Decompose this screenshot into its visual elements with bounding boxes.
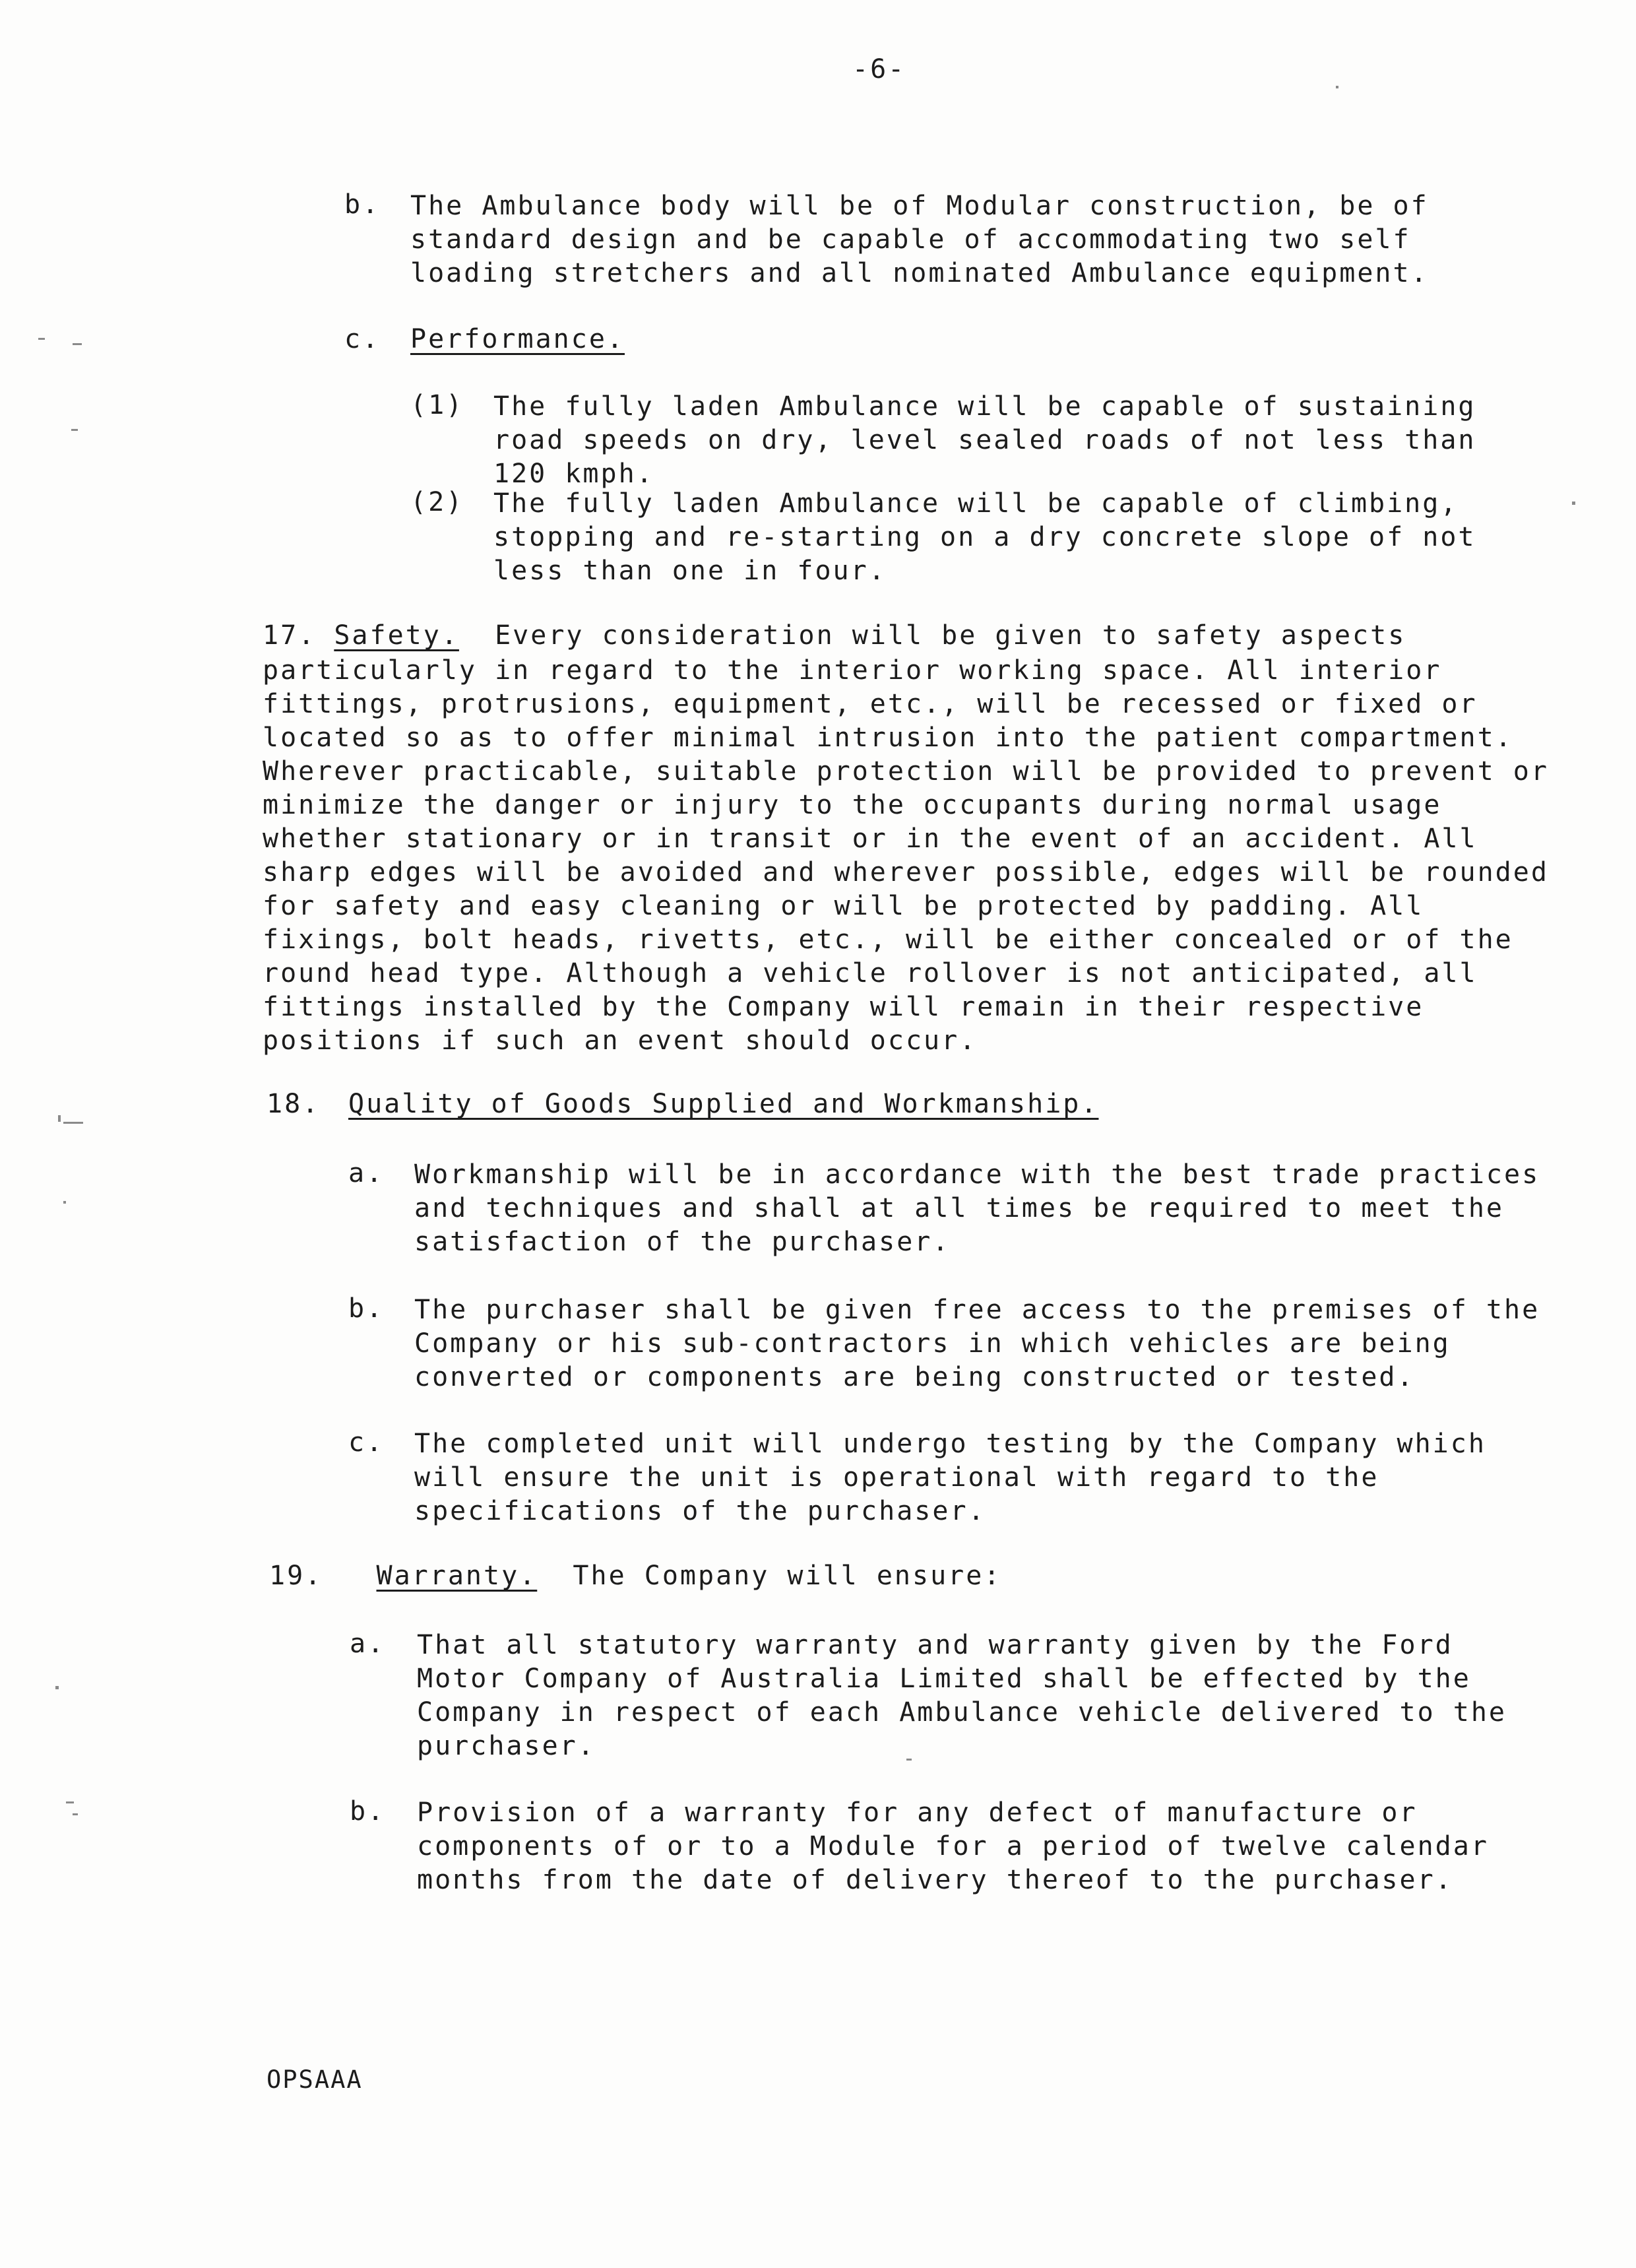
text-line: and techniques and shall at all times be required to meet the bbox=[414, 1193, 1505, 1223]
section-heading-warranty: Warranty. bbox=[376, 1561, 538, 1591]
text-line: The purchaser shall be given free access to the premises of the bbox=[414, 1295, 1540, 1325]
text-line: less than one in four. bbox=[493, 556, 887, 586]
text-line: satisfaction of the purchaser. bbox=[414, 1227, 951, 1257]
text-line: standard design and be capable of accommodating two self bbox=[410, 224, 1411, 255]
paragraph-17 bbox=[263, 654, 1549, 1058]
section-heading-safety: Safety. bbox=[334, 620, 459, 651]
text-line: The fully laden Ambulance will be capable of climbing, bbox=[493, 488, 1459, 519]
item-marker: (1) bbox=[410, 390, 464, 420]
paragraph-16c2 bbox=[493, 487, 1476, 588]
scan-speck bbox=[55, 1686, 59, 1689]
scan-speck bbox=[58, 1115, 61, 1122]
section-17-first-line bbox=[263, 620, 1406, 651]
text-line: fixings, bolt heads, rivetts, etc., will be either concealed or of the bbox=[263, 924, 1513, 955]
item-marker: b. bbox=[344, 189, 381, 220]
paragraph-18a bbox=[414, 1158, 1540, 1259]
text-line: specifications of the purchaser. bbox=[414, 1496, 986, 1526]
scan-speck bbox=[906, 1759, 912, 1761]
text-line: for safety and easy cleaning or will be protected by padding. All bbox=[263, 891, 1424, 921]
scan-speck bbox=[1336, 86, 1338, 88]
text-line: converted or components are being constructed or tested. bbox=[414, 1362, 1415, 1392]
text-line: sharp edges will be avoided and wherever possible, edges will be rounded bbox=[263, 857, 1549, 888]
text-line: Wherever practicable, suitable protection will be provided to prevent or bbox=[263, 756, 1549, 787]
text-line: fittings installed by the Company will remain in their respective bbox=[263, 992, 1424, 1022]
item-marker: a. bbox=[350, 1629, 386, 1659]
text-line: fittings, protrusions, equipment, etc., will be recessed or fixed or bbox=[263, 689, 1478, 719]
text-line: located so as to offer minimal intrusion into the patient compartment. bbox=[263, 723, 1513, 753]
text-line: positions if such an event should occur. bbox=[263, 1025, 978, 1056]
item-marker: c. bbox=[344, 324, 381, 354]
scan-speck bbox=[1572, 502, 1575, 505]
subheading-performance: Performance. bbox=[410, 324, 625, 354]
scan-speck bbox=[73, 343, 82, 345]
text-line: Every consideration will be given to safety aspects bbox=[495, 620, 1406, 651]
paragraph-19a bbox=[417, 1629, 1507, 1763]
text-line: will ensure the unit is operational with regard to the bbox=[414, 1462, 1379, 1493]
paragraph-19b bbox=[417, 1796, 1489, 1897]
section-heading-quality: Quality of Goods Supplied and Workmanship. bbox=[348, 1089, 1099, 1119]
text-line: round head type. Although a vehicle rollover is not anticipated, all bbox=[263, 958, 1478, 988]
scan-speck bbox=[63, 1201, 66, 1204]
text-line: minimize the danger or injury to the occupants during normal usage bbox=[263, 790, 1442, 820]
section-number: 18. bbox=[267, 1089, 321, 1119]
paragraph-16c1 bbox=[493, 390, 1476, 491]
text-line: whether stationary or in transit or in the event of an accident. All bbox=[263, 824, 1478, 854]
text-line: Company in respect of each Ambulance vehicle delivered to the bbox=[417, 1697, 1507, 1728]
scan-speck bbox=[63, 1122, 83, 1124]
scan-speck bbox=[66, 1801, 74, 1803]
section-number: 17. bbox=[263, 620, 317, 651]
text-line: purchaser. bbox=[417, 1731, 596, 1761]
item-marker: c. bbox=[348, 1427, 385, 1458]
text-line: The completed unit will undergo testing by the Company which bbox=[414, 1429, 1486, 1459]
paragraph-18b bbox=[414, 1293, 1540, 1394]
text-line: components of or to a Module for a period of twelve calendar bbox=[417, 1831, 1489, 1862]
text-line: 120 kmph. bbox=[493, 459, 654, 489]
text-line: loading stretchers and all nominated Ambulance equipment. bbox=[410, 258, 1429, 288]
text-line: Provision of a warranty for any defect of manufacture or bbox=[417, 1798, 1418, 1828]
item-marker: b. bbox=[350, 1796, 386, 1827]
text-line: stopping and re-starting on a dry concrete slope of not bbox=[493, 522, 1476, 552]
section-number: 19. bbox=[269, 1561, 323, 1591]
scan-speck bbox=[71, 429, 78, 431]
text-line: The Company will ensure: bbox=[573, 1561, 1002, 1591]
scan-speck bbox=[38, 338, 45, 340]
scan-speck bbox=[73, 1813, 78, 1815]
section-19-first-line bbox=[269, 1561, 1001, 1591]
item-marker: b. bbox=[348, 1293, 385, 1324]
text-line: road speeds on dry, level sealed roads of not less than bbox=[493, 425, 1476, 455]
paragraph-16b bbox=[410, 189, 1429, 290]
text-line: That all statutory warranty and warranty given by the Ford bbox=[417, 1630, 1453, 1660]
item-marker: a. bbox=[348, 1158, 385, 1188]
text-line: Company or his sub-contractors in which vehicles are being bbox=[414, 1328, 1451, 1359]
item-marker: (2) bbox=[410, 487, 464, 517]
paragraph-18c bbox=[414, 1427, 1486, 1528]
text-line: Motor Company of Australia Limited shall be effected by the bbox=[417, 1664, 1471, 1694]
text-line: months from the date of delivery thereof to the purchaser. bbox=[417, 1865, 1453, 1895]
page-number: -6- bbox=[852, 54, 906, 84]
footer-code: OPSAAA bbox=[267, 2065, 363, 2094]
text-line: Workmanship will be in accordance with the best trade practices bbox=[414, 1159, 1540, 1190]
text-line: particularly in regard to the interior working space. All interior bbox=[263, 655, 1442, 686]
text-line: The fully laden Ambulance will be capable of sustaining bbox=[493, 391, 1476, 422]
text-line: The Ambulance body will be of Modular construction, be of bbox=[410, 191, 1429, 221]
